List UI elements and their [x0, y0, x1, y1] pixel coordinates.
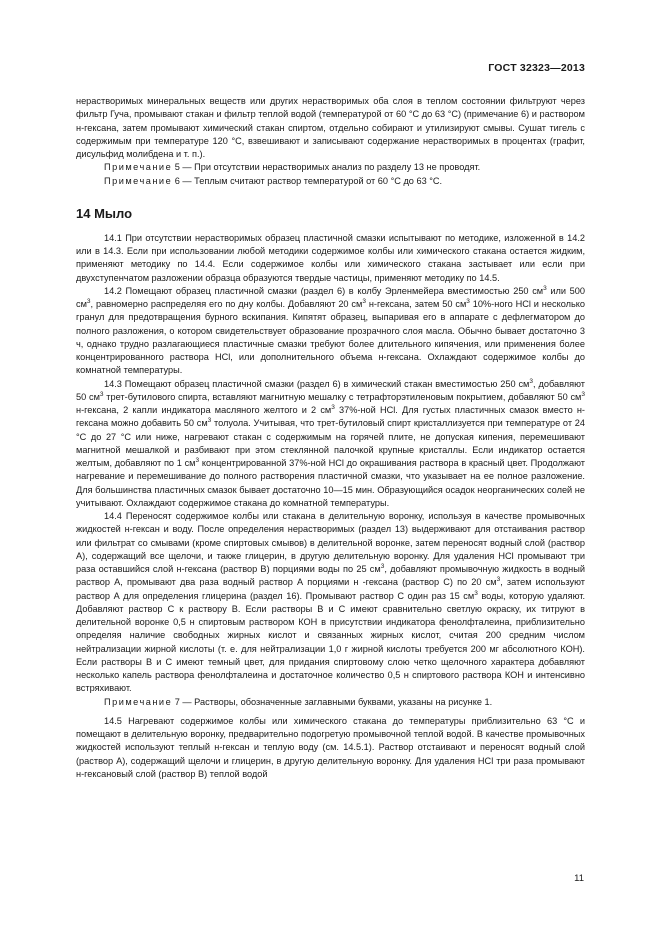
note-text: 6 — Теплым считают раствор температурой от 60 °C до 63 °C. — [172, 175, 443, 186]
note-text: 7 — Растворы, обозначенные заглавными буквами, указаны на рисунке 1. — [172, 696, 493, 707]
text-run: , добавляют 50 см — [76, 378, 586, 402]
document-body — [76, 95, 585, 781]
superscript: 3 — [331, 403, 335, 411]
note-label: Примечание — [104, 162, 173, 173]
text-run: 10%-ного HCl и несколько гранул для предотвращения бурного вскипания. Кипятят образец, выпаривая его в аппарате с дефлегматором до полного разложения, о котором свидетельствует образование прозрачного слоя масла. Обычно бывает достаточно 3 ч, однако трудно разлагающиеся пластичные смазки требуют более длительного кипячения, или применения более концентрированного раствора HCl, или дополнительного объема н-гексана. Охлаждают содержимое колбы до комнатной температуры. — [76, 299, 585, 376]
text-run: 37%-ной HCl. Для густых пластичных смазок вместо н-гексана можно добавить 50 см — [76, 405, 585, 429]
note-label: Примечание — [104, 175, 173, 186]
note-6 — [76, 175, 585, 188]
intro-paragraph: нерастворимых минеральных веществ или других нерастворимых оба слоя в теплом состоянии фильтруют через фильтр Гуча, промывают стакан и фильтр теплой водой (температурой от 60 °C до 63 °C) (примечание 6) и раствором н-гексана, затем промывают химический стакан спиртом, отдельно собирают и утилизируют смывы. Сушат тигель с содержимым при температуре 120 °C, взвешивают и записывают содержание нерастворимых в процентах (графит, дисульфид молибдена и т. п.). — [76, 96, 585, 159]
text-run: концентрированной 37%-ной HCl до окрашивания раствора в красный цвет. Продолжают нагревание и перемешивание до полного растворения пластичной смазки, что указывает на ее полное разложение. Для большинства пластичных смазок бывает достаточно 10—15 мин. Образующийся осадок неорганических солей не учитывают. Охлаждают содержимое стакана до комнатной температуры. — [76, 458, 585, 508]
text-run: или 500 см — [76, 285, 585, 309]
paragraph-14-5: 14.5 Нагревают содержимое колбы или химического стакана до температуры приблизительно 63 °C и помещают в делительную воронку, предварительно подогретую промывочной теплой водой. В качестве промывочных жидкостей используют теплый н-гексан и теплую воду (см. 14.5.1). Раствор отстаивают и переносят водный слой (раствор А), содержащий щелочи и глицерин, в другую делительную воронку. Для удаления HCl три раза промывают н-гексановый слой (раствор В) теплой водой — [76, 715, 585, 779]
text-run: , добавляют промывочную жидкость в водный раствор А, промывают два раза водный раствор А порциями н -гексана (раствор С) по 20 см — [76, 564, 585, 588]
superscript: 3 — [362, 297, 366, 305]
paragraph-14-2 — [76, 285, 585, 378]
superscript: 3 — [581, 390, 586, 398]
paragraph-14-3 — [76, 378, 585, 511]
standard-code: ГОСТ 32323—2013 — [488, 62, 585, 74]
note-5 — [76, 161, 585, 174]
text-run: воды, которую удаляют. Добавляют раствор С к раствору В. Если растворы В и С имеют сравнительно светлую окраску, их титруют в делительной воронке 0,5 н спиртовым раствором КОН в присутствии индикатора фенолфталеина, приблизительно определяя наличие свободных жирных кислот и связанных жирных кислот, считая 200 средним числом нейтрализации жирной кислоты (т. е. для нейтрализации 1,0 г жирной кислоты требуется 200 мг абсолютного КОН). Если растворы В и С имеют темный цвет, для придания спиртовому слою четко щелочного характера добавляют несколько капель раствора фенолфталеина и достаточное количество 0,5 н спиртового раствора КОН и интенсивно встряхивают. — [76, 590, 586, 694]
superscript: 3 — [380, 562, 385, 570]
text-run: , затем используют раствор А для определения глицерина (раздел 16). Промывают раствор С один раз 15 см — [76, 577, 585, 601]
superscript: 3 — [474, 589, 478, 597]
superscript: 3 — [466, 297, 470, 305]
text-run: 14.3 Помещают образец пластичной смазки (раздел 6) в химический стакан вместимостью 250 см — [104, 378, 530, 389]
text-run: 14.2 Помещают образец пластичной смазки (раздел 6) в колбу Эрленмейера вместимостью 250 см — [104, 285, 544, 296]
paragraph-14-1: 14.1 При отсутствии нерастворимых образец пластичной смазки испытывают по методике, изложенной в 14.2 или в 14.3. Если при использовании любой методики содержимое колбы или химического стакана остается жидким, применяют методику по 14.4. Если содержимое колбы или химического стакана застывает или если при двухступенчатом разложении образца образуются твердые частицы, применяют методику по 14.5. — [76, 232, 585, 283]
superscript: 3 — [195, 456, 200, 464]
text-run: н-гексана, затем 50 см — [365, 299, 467, 309]
superscript: 3 — [543, 284, 547, 292]
superscript: 3 — [207, 417, 212, 425]
superscript: 3 — [496, 576, 501, 584]
note-7 — [76, 696, 585, 709]
superscript: 3 — [99, 390, 104, 398]
superscript: 3 — [86, 297, 91, 305]
text-run: н-гексана, 2 капли индикатора масляного желтого и 2 см — [76, 405, 332, 415]
text-run: трет-бутилового спирта, вставляют магнитную мешалку с тетрафторэтиленовым покрытием, добавляют 50 см — [103, 391, 582, 402]
text-run: , равномерно распределяя его по дну колбы. Добавляют 20 см — [90, 299, 363, 309]
section-title: 14 Мыло — [76, 205, 133, 221]
superscript: 3 — [529, 377, 534, 385]
page-number: 11 — [574, 873, 584, 884]
paragraph-14-4 — [76, 510, 585, 696]
text-run: толуола. Учитывая, что трет-бутиловый спирт кристаллизуется при температуре от 24 °C до 27 °C или ниже, нагревают стакан с содержимым на горячей плите, не допуская кипения, перемешивают магнитной мешалкой и разбивают при этом стеклянной палочкой крупные кристаллы. Если индикатор остается желтым, добавляют по 1 см — [76, 418, 585, 468]
note-text: 5 — При отсутствии нерастворимых анализ по разделу 13 не проводят. — [172, 162, 481, 173]
text-run: 14.4 Переносят содержимое колбы или стакана в делительную воронку, используя в качестве промывочных жидкостей н-гексан и воду. После определения нерастворимых (раздел 13) выдерживают для отстаивания раствор или фильтрат со смывами (кроме спиртовых смывов) в делительной воронке, затем переносят водный слой (раствор А), содержащий все щелочи, и также глицерин, в другую делительную воронку. Для удаления HCl промывают три раза оставшийся слой н-гексана (раствор В) порциями воды по 25 см — [76, 511, 585, 574]
note-label: Примечание — [104, 696, 173, 707]
